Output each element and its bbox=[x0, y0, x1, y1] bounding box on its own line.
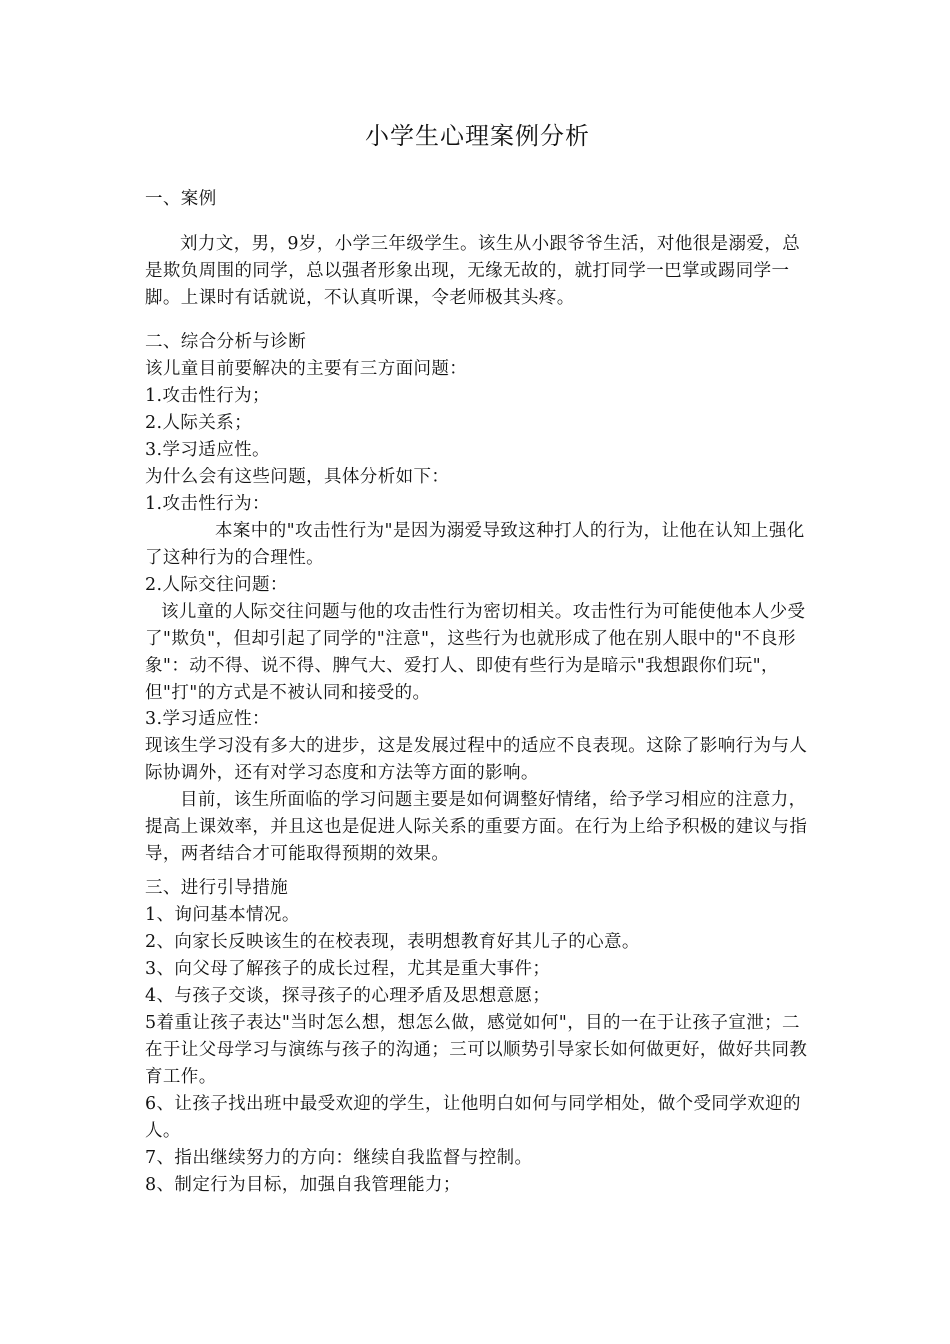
analysis-3-heading: 3.学习适应性： bbox=[145, 709, 270, 729]
problem-item-3: 3.学习适应性。 bbox=[145, 440, 270, 460]
problem-item-1: 1.攻击性行为； bbox=[145, 386, 270, 406]
analysis-1-heading: 1.攻击性行为： bbox=[145, 494, 270, 514]
section3-heading: 三、进行引导措施 bbox=[145, 878, 289, 898]
page-title: 小学生心理案例分析 bbox=[365, 122, 590, 150]
problem-item-2: 2.人际关系； bbox=[145, 413, 252, 433]
measure-1: 1、询问基本情况。 bbox=[145, 905, 300, 925]
measure-7: 7、指出继续努力的方向：继续自我监督与控制。 bbox=[145, 1148, 533, 1168]
section2-heading: 二、综合分析与诊断 bbox=[145, 332, 307, 352]
measure-8: 8、制定行为目标，加强自我管理能力； bbox=[145, 1175, 461, 1195]
section1-heading: 一、案例 bbox=[145, 189, 217, 209]
analysis-3-body-2: 目前，该生所面临的学习问题主要是如何调整好情绪，给予学习相应的注意力，提高上课效率，并且这也是促进人际关系的重要方面。在行为上给予积极的建议与指导，两者结合才可能取得预期的效果。 bbox=[145, 790, 808, 864]
measure-5: 5着重让孩子表达"当时怎么想，想怎么做，感觉如何"，目的一在于让孩子宣泄；二在于让父母学习与演练与孩子的沟通；三可以顺势引导家长如何做更好，做好共同教育工作。 bbox=[145, 1013, 808, 1087]
analysis-3-body-1: 现该生学习没有多大的进步，这是发展过程中的适应不良表现。这除了影响行为与人际协调外，还有对学习态度和方法等方面的影响。 bbox=[145, 736, 808, 783]
analysis-2-body: 该儿童的人际交往问题与他的攻击性行为密切相关。攻击性行为可能使他本人少受了"欺负"，但却引起了同学的"注意"，这些行为也就形成了他在别人眼中的"不良形象"：动不得、说不得、脾气大、爱打人、即使有些行为是暗示"我想跟你们玩"，但"打"的方式是不被认同和接受的。 bbox=[145, 602, 806, 703]
measure-3: 3、向父母了解孩子的成长过程，尤其是重大事件； bbox=[145, 959, 551, 979]
problems-intro: 该儿童目前要解决的主要有三方面问题： bbox=[145, 359, 468, 379]
analysis-1-body: 本案中的"攻击性行为"是因为溺爱导致这种打人的行为，让他在认知上强化了这种行为的合理性。 bbox=[145, 521, 805, 568]
analysis-2-heading: 2.人际交往问题： bbox=[145, 575, 288, 595]
case-paragraph: 刘力文，男，9岁，小学三年级学生。该生从小跟爷爷生活，对他很是溺爱，总是欺负周围的同学，总以强者形象出现，无缘无故的，就打同学一巴掌或踢同学一脚。上课时有话就说，不认真听课，令老师极其头疼。 bbox=[145, 234, 801, 308]
measure-4: 4、与孩子交谈，探寻孩子的心理矛盾及思想意愿； bbox=[145, 986, 551, 1006]
analysis-intro: 为什么会有这些问题，具体分析如下： bbox=[145, 467, 450, 487]
measure-2: 2、向家长反映该生的在校表现，表明想教育好其儿子的心意。 bbox=[145, 932, 640, 952]
measure-6: 6、让孩子找出班中最受欢迎的学生，让他明白如何与同学相处，做个受同学欢迎的人。 bbox=[145, 1094, 801, 1141]
